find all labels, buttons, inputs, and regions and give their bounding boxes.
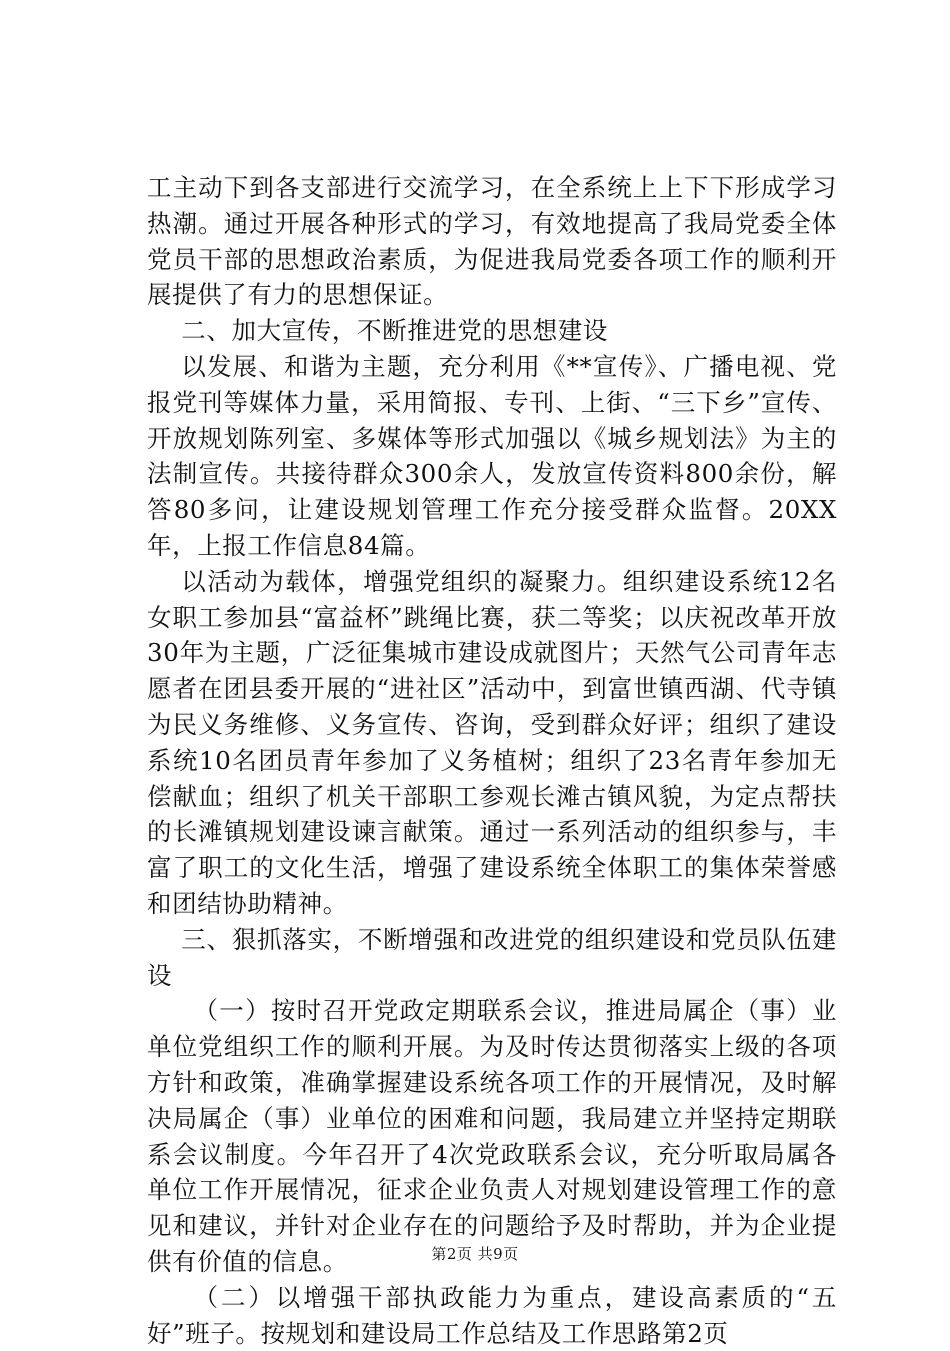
paragraph-activities: 以活动为载体，增强党组织的凝聚力。组织建设系统12名女职工参加县“富益杯”跳绳比赛，获二等奖；以庆祝改革开放30年为主题，广泛征集城市建设成就图片；天然气公司青年志愿者在团县委开展的“进社区”活动中，到富世镇西湖、代寺镇为民义务维修、义务宣传、咨询，受到群众好评；组织了建设系统10名团员青年参加了义务植树；组织了23名青年参加无偿献血；组织了机关干部职工参观长滩古镇风貌，为定点帮扶的长滩镇规划建设谏言献策。通过一系列活动的组织参与，丰富了职工的文化生活，增强了建设系统全体职工的集体荣誉感和团结协助精神。	[147, 566, 837, 918]
section-heading-publicity: 二、加大宣传，不断推进党的思想建设	[181, 316, 608, 346]
page-footer	[0, 1244, 950, 1264]
paragraph-liaison-meetings: （一）按时召开党政定期联系会议，推进局属企（事）业单位党组织工作的顺利开展。为及时传达贯彻落实上级的各项方针和政策，准确掌握建设系统各项工作的开展情况，及时解决局属企（事）业单位的困难和问题，我局建立并坚持定期联系会议制度。今年召开了4次党政联系会议，充分听取局属各单位工作开展情况，征求企业负责人对规划建设管理工作的意见和建议，并针对企业存在的问题给予及时帮助，并为企业提供有价值的信息。	[147, 996, 837, 1276]
paragraph-study-results: 工主动下到各支部进行交流学习，在全系统上上下下形成学习热潮。通过开展各种形式的学习，有效地提高了我局党委全体党员干部的思想政治素质，为促进我局党委各项工作的顺利开展提供了有力的思想保证。	[147, 173, 837, 310]
section-heading-organization: 三、狠抓落实，不断增强和改进党的组织建设和党员队伍建设	[147, 924, 837, 990]
document-body	[147, 170, 837, 1351]
paragraph-leadership-team: （二）以增强干部执政能力为重点，建设高素质的“五好”班子。按规划和建设局工作总结及工作思路第2页	[147, 1282, 837, 1348]
page-number: 第2页 共9页	[431, 1245, 519, 1263]
paragraph-publicity: 以发展、和谐为主题，充分利用《**宣传》、广播电视、党报党刊等媒体力量，采用简报、专刊、上街、“三下乡”宣传、开放规划陈列室、多媒体等形式加强以《城乡规划法》为主的法制宣传。共接待群众300余人，发放宣传资料800余份，解答80多问，让建设规划管理工作充分接受群众监督。20XX年，上报工作信息84篇。	[147, 351, 837, 560]
